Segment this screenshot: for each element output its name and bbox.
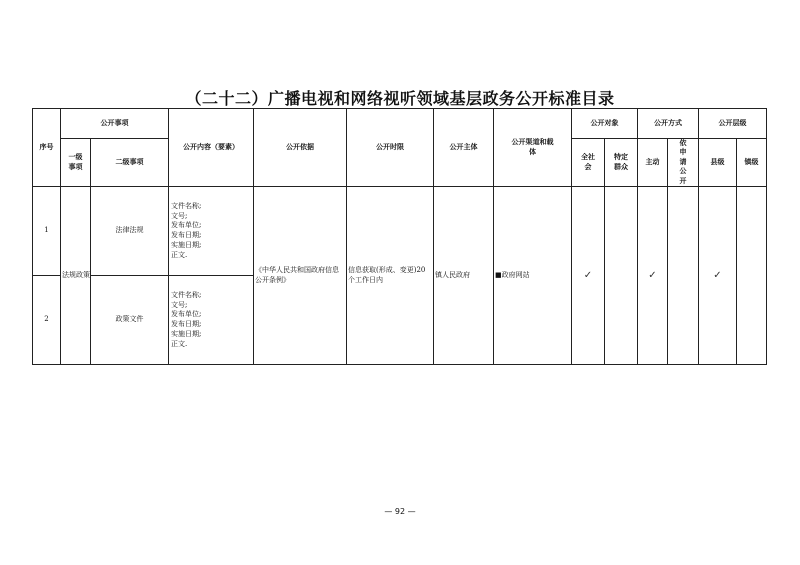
page-number: — 92 — [384,507,416,516]
header-level: 公开层级 [699,109,767,139]
disclosure-catalog-table [32,108,767,365]
header-target-specific-text: 特定群众 [614,153,628,171]
header-time-limit: 公开时限 [347,109,434,187]
row-content [169,187,254,276]
content-field: 文号; [171,211,188,220]
time-limit-cell: 信息获取(形成、变更)20个工作日内 [347,187,434,365]
content-field: 实施日期; [171,329,202,338]
level-county-check-icon: ✓ [699,187,737,365]
header-method-active: 主动 [638,139,668,187]
table-row [33,187,767,276]
channel-cell: ■政府网站 [494,187,572,365]
content-field: 文号; [171,300,188,309]
row-level2: 法律法规 [91,187,169,276]
method-request-cell [668,187,699,365]
content-field: 发布单位; [171,310,202,319]
target-public-check-icon: ✓ [572,187,605,365]
header-target: 公开对象 [572,109,638,139]
header-level-town: 镇级 [737,139,767,187]
header-channel [494,109,572,187]
content-field: 正文. [171,250,188,259]
header-basis: 公开依据 [254,109,347,187]
content-field: 实施日期; [171,240,202,249]
content-field: 发布日期; [171,320,202,329]
header-level2: 二级事项 [91,139,169,187]
header-content: 公开内容（要素） [169,109,254,187]
header-method-request [668,139,699,187]
content-field: 文件名称; [171,290,202,299]
row-content [169,276,254,365]
header-target-public [572,139,605,187]
level1-text: 法规政策 [62,270,90,279]
header-level1-text: 一级 事项 [68,153,83,171]
header-method-request-text: 依申请公开 [679,139,687,185]
page-title: （二十二）广播电视和网络视听领域基层政务公开标准目录 [185,89,615,108]
row-level2: 政策文件 [91,276,169,365]
level-town-cell [737,187,767,365]
header-target-specific [605,139,638,187]
header-level-county: 县级 [699,139,737,187]
content-field: 正文. [171,339,188,348]
header-target-public-text: 全社会 [581,153,595,171]
header-channel-text: 公开渠道和载体 [511,138,554,156]
header-seq: 序号 [33,109,61,187]
target-specific-cell [605,187,638,365]
row-seq: 2 [33,276,61,365]
subject-cell: 镇人民政府 [434,187,494,365]
row-seq: 1 [33,187,61,276]
content-field: 发布单位; [171,221,202,230]
content-field: 文件名称; [171,201,202,210]
method-active-check-icon: ✓ [638,187,668,365]
content-field: 发布日期; [171,231,202,240]
header-subject: 公开主体 [434,109,494,187]
level1-cell [61,187,91,365]
basis-cell: 《中华人民共和国政府信息公开条例》 [254,187,347,365]
header-method: 公开方式 [638,109,699,139]
header-level1 [61,139,91,187]
header-matter: 公开事项 [61,109,169,139]
